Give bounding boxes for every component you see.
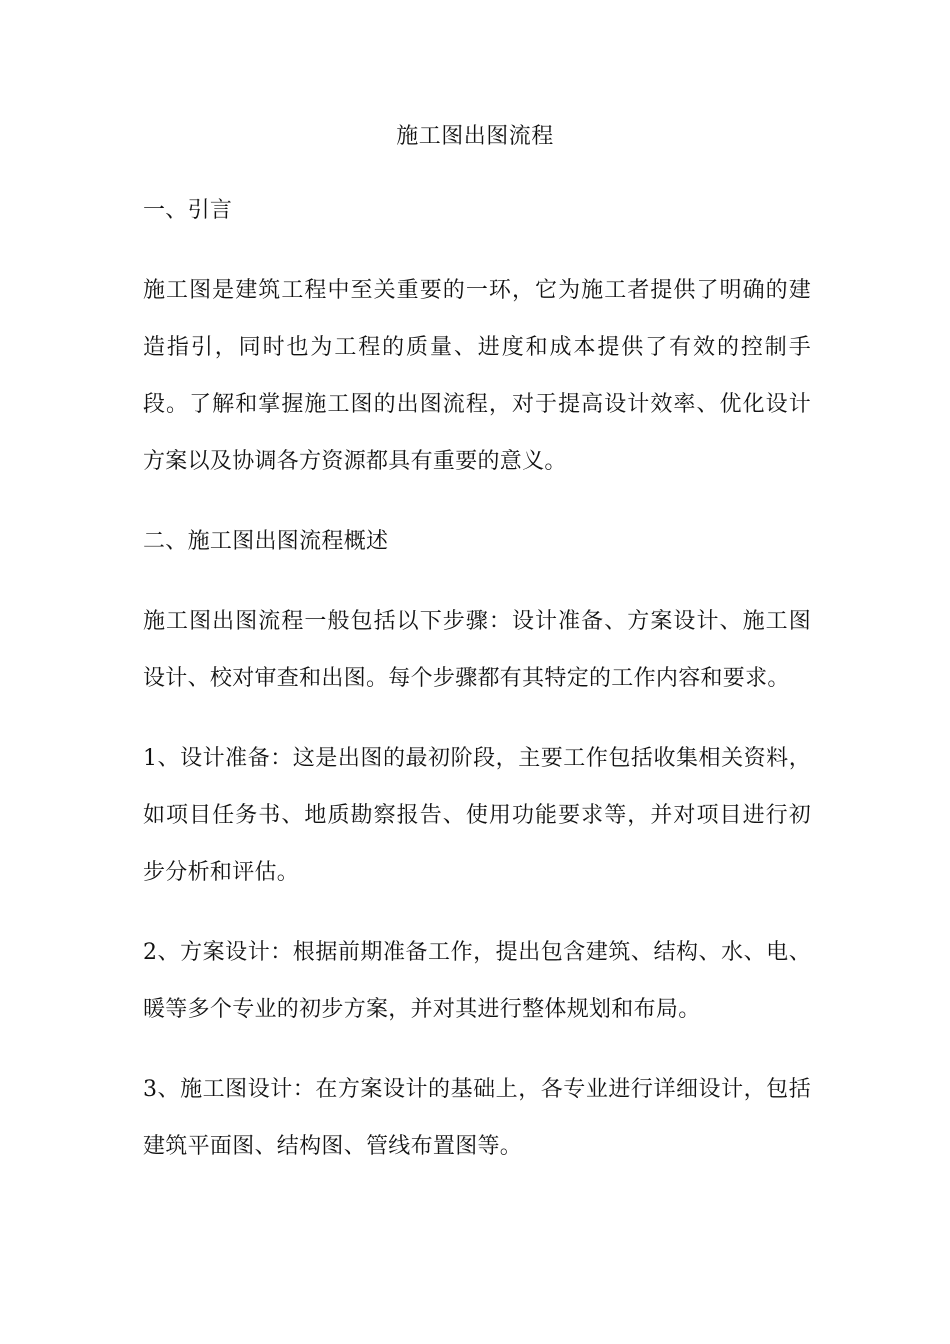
section-heading-overview: 二、施工图出图流程概述: [143, 529, 389, 554]
paragraph-step-3: 3、施工图设计：在方案设计的基础上，各专业进行详细设计，包括建筑平面图、结构图、管线布置图等。: [143, 1077, 811, 1159]
paragraph-intro: 施工图是建筑工程中至关重要的一环，它为施工者提供了明确的建造指引，同时也为工程的质量、进度和成本提供了有效的控制手段。了解和掌握施工图的出图流程，对于提高设计效率、优化设计方案以及协调各方资源都具有重要的意义。: [143, 278, 811, 474]
paragraph-step-1: 1、设计准备：这是出图的最初阶段，主要工作包括收集相关资料，如项目任务书、地质勘察报告、使用功能要求等，并对项目进行初步分析和评估。: [143, 746, 811, 885]
paragraph-overview: 施工图出图流程一般包括以下步骤：设计准备、方案设计、施工图设计、校对审查和出图。每个步骤都有其特定的工作内容和要求。: [143, 609, 811, 691]
paragraph-step-2: 2、方案设计：根据前期准备工作，提出包含建筑、结构、水、电、暖等多个专业的初步方案，并对其进行整体规划和布局。: [143, 940, 811, 1022]
section-heading-intro: 一、引言: [143, 198, 233, 223]
document-body: [143, 182, 811, 1175]
document-title: 施工图出图流程: [396, 124, 554, 149]
